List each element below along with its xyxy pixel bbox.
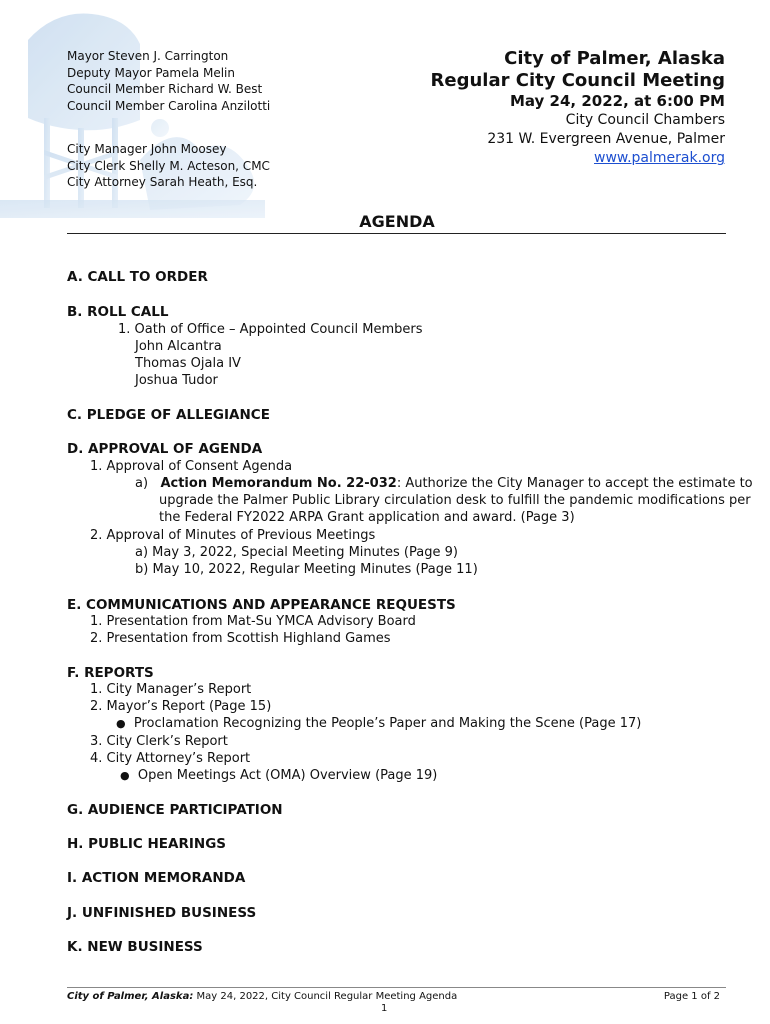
bullet-icon: ● — [116, 717, 126, 730]
communication-item: 1. Presentation from Mat-Su YMCA Advisory Board — [90, 614, 416, 629]
minutes-item: 2. Approval of Minutes of Previous Meetings — [90, 528, 376, 543]
action-memo-line: upgrade the Palmer Public Library circulation desk to fulfill the pandemic modifications per — [159, 493, 751, 508]
meeting-title-block — [431, 48, 726, 168]
footer-text — [67, 991, 457, 1002]
report-item: 2. Mayor’s Report (Page 15) — [90, 699, 272, 714]
report-bullet — [116, 716, 641, 731]
footer-rule — [67, 987, 726, 988]
meeting-title: Regular City Council Meeting — [430, 70, 725, 91]
action-memo-line — [159, 510, 575, 525]
section-communications: E. COMMUNICATIONS AND APPEARANCE REQUESTS — [67, 597, 456, 613]
action-memo-number: Action Memorandum No. 22-032 — [160, 476, 397, 491]
section-pledge: C. PLEDGE OF ALLEGIANCE — [67, 407, 270, 423]
member-name: Thomas Ojala IV — [135, 356, 241, 371]
section-reports: F. REPORTS — [67, 665, 154, 681]
report-item: 4. City Attorney’s Report — [90, 751, 251, 766]
action-memo-line — [135, 476, 753, 491]
report-item: 3. City Clerk’s Report — [90, 734, 228, 749]
minutes-text: a) May 3, 2022, Special Meeting Minutes — [135, 545, 400, 560]
council-line: Mayor Steven J. Carrington — [67, 49, 229, 63]
city-staff — [67, 141, 270, 191]
footer-page-number: 1 — [381, 1003, 388, 1014]
bullet-text: Open Meetings Act (OMA) Overview — [137, 768, 371, 783]
page-reference: (Page 17) — [579, 716, 642, 731]
agenda-heading: AGENDA — [359, 212, 435, 231]
city-title: City of Palmer, Alaska — [504, 48, 725, 69]
staff-line: City Attorney Sarah Heath, Esq. — [67, 175, 258, 189]
staff-line: City Clerk Shelly M. Acteson, CMC — [67, 158, 270, 173]
report-item: 1. City Manager’s Report — [90, 682, 252, 697]
item-letter: a) — [135, 476, 149, 491]
page-reference: (Page 19) — [375, 768, 438, 783]
footer-city: City of Palmer, Alaska: — [67, 991, 194, 1002]
section-public-hearings: H. PUBLIC HEARINGS — [67, 836, 226, 852]
consent-agenda-item: 1. Approval of Consent Agenda — [90, 459, 293, 474]
report-bullet — [120, 768, 437, 783]
section-action-memoranda: I. ACTION MEMORANDA — [67, 870, 246, 886]
website-link[interactable]: www.palmerak.org — [594, 150, 725, 166]
bullet-icon: ● — [120, 769, 130, 782]
minutes-text: b) May 10, 2022, Regular Meeting Minutes — [135, 562, 412, 577]
council-line: Council Member Richard W. Best — [67, 82, 263, 96]
bullet-text: Proclamation Recognizing the People’s Paper and Making the Scene — [133, 716, 575, 731]
council-members — [67, 48, 270, 114]
action-memo-text: the Federal FY2022 ARPA Grant application and award. — [159, 510, 517, 525]
section-roll-call: B. ROLL CALL — [67, 304, 169, 320]
meeting-address: 231 W. Evergreen Avenue, Palmer — [487, 131, 725, 147]
section-call-to-order: A. CALL TO ORDER — [67, 269, 208, 285]
member-name: Joshua Tudor — [135, 373, 218, 388]
roll-call-item: 1. Oath of Office – Appointed Council Members — [118, 322, 423, 337]
footer-page-of: Page 1 of 2 — [663, 991, 720, 1002]
heading-rule — [67, 233, 726, 234]
council-line: Council Member Carolina Anzilotti — [67, 98, 271, 113]
minutes-subitem — [135, 545, 458, 560]
page-reference: (Page 3) — [520, 510, 575, 525]
communication-item: 2. Presentation from Scottish Highland Games — [90, 631, 391, 646]
section-new-business: K. NEW BUSINESS — [67, 939, 203, 955]
footer-doc: May 24, 2022, City Council Regular Meeting Agenda — [196, 991, 458, 1002]
section-unfinished-business: J. UNFINISHED BUSINESS — [67, 905, 257, 921]
member-name: John Alcantra — [135, 339, 222, 354]
meeting-date: May 24, 2022, at 6:00 PM — [509, 92, 725, 110]
section-audience-participation: G. AUDIENCE PARTICIPATION — [67, 802, 283, 818]
page-reference: (Page 9) — [403, 545, 458, 560]
council-line: Deputy Mayor Pamela Melin — [67, 65, 235, 80]
action-memo-text: : Authorize the City Manager to accept the estimate to — [396, 476, 753, 491]
page-reference: (Page 11) — [415, 562, 478, 577]
staff-line: City Manager John Moosey — [67, 142, 227, 156]
section-approval-of-agenda: D. APPROVAL OF AGENDA — [67, 441, 263, 457]
minutes-subitem — [135, 562, 478, 577]
meeting-location: City Council Chambers — [565, 112, 725, 128]
